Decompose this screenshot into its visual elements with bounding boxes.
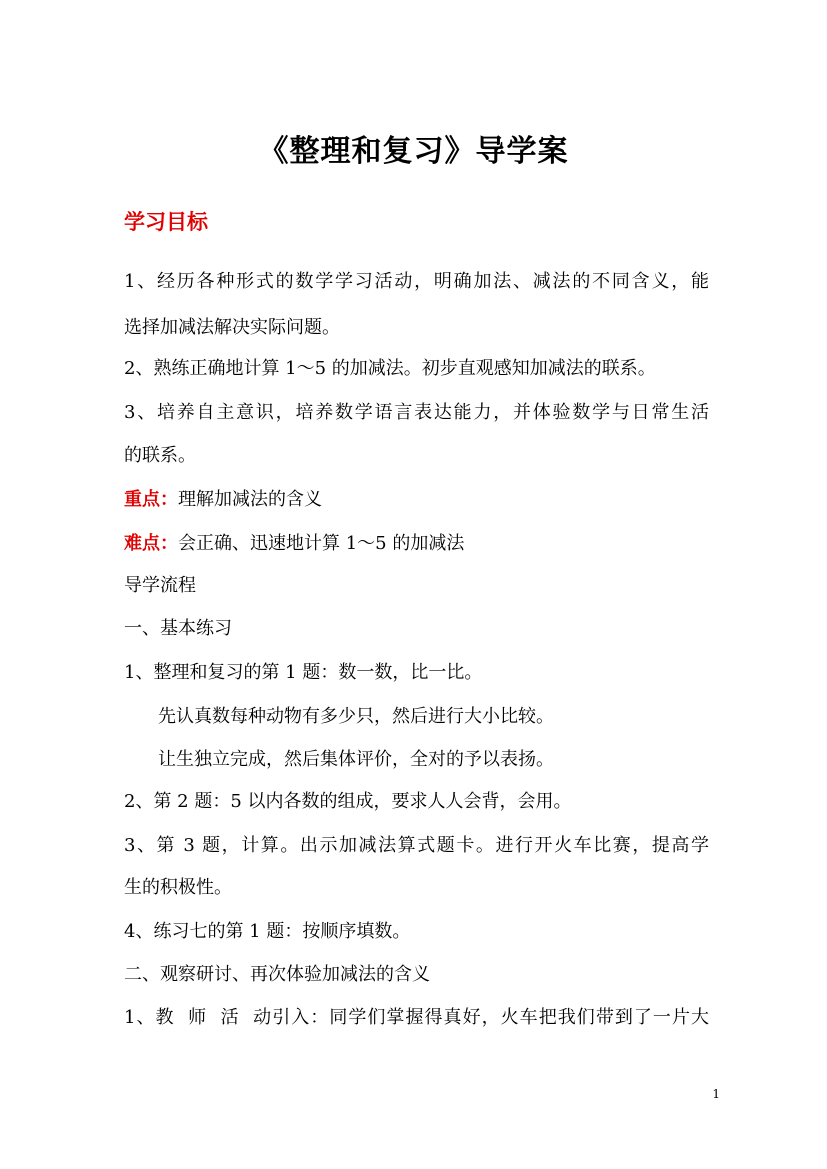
section-1-item-1: 1、整理和复习的第 1 题：数一数，比一比。: [124, 662, 483, 683]
objective-3-line-2: 的联系。: [124, 445, 196, 466]
objectives-heading: 学习目标: [124, 210, 208, 234]
section-1-item-1-detail-2: 让生独立完成，然后集体评价，全对的予以表扬。: [158, 749, 554, 770]
key-point: [124, 485, 709, 515]
difficult-point-text: 会正确、迅速地计算 1～5 的加减法: [178, 533, 465, 554]
section-1-item-4: 4、练习七的第 1 题：按顺序填数。: [124, 921, 411, 942]
section-1-item-3-line-1: 3、第 3 题，计算。出示加减法算式题卡。进行开火车比赛，提高学: [124, 835, 709, 856]
section-1-heading: 一、基本练习: [124, 618, 232, 639]
objective-1-line-1: 1、经历各种形式的数学学习活动，明确加法、减法的不同含义，能: [124, 271, 709, 292]
key-point-label: 重点：: [124, 489, 178, 510]
difficult-point-label: 难点：: [124, 533, 178, 554]
objective-2: 2、熟练正确地计算 1～5 的加减法。初步直观感知加减法的联系。: [124, 358, 656, 379]
section-2-heading: 二、观察研讨、再次体验加减法的含义: [124, 964, 430, 985]
page-title: 《整理和复习》导学案: [258, 134, 569, 169]
objective-1-line-2: 选择加减法解决实际问题。: [124, 317, 340, 338]
section-1-item-3-line-2: 生的积极性。: [124, 877, 232, 898]
section-1-item-1-detail-1: 先认真数每种动物有多少只，然后进行大小比较。: [158, 706, 554, 727]
page-number: 1: [712, 1087, 720, 1101]
key-point-text: 理解加减法的含义: [178, 489, 322, 510]
section-2-item-1-line-1: 1、教 师 活 动引入：同学们掌握得真好，火车把我们带到了一片大: [124, 1007, 709, 1028]
process-heading: 导学流程: [124, 575, 196, 596]
difficult-point: [124, 529, 709, 559]
section-1-item-2: 2、第 2 题：5 以内各数的组成，要求人人会背，会用。: [124, 791, 572, 812]
objective-3-line-1: 3、培养自主意识，培养数学语言表达能力，并体验数学与日常生活: [124, 402, 709, 423]
